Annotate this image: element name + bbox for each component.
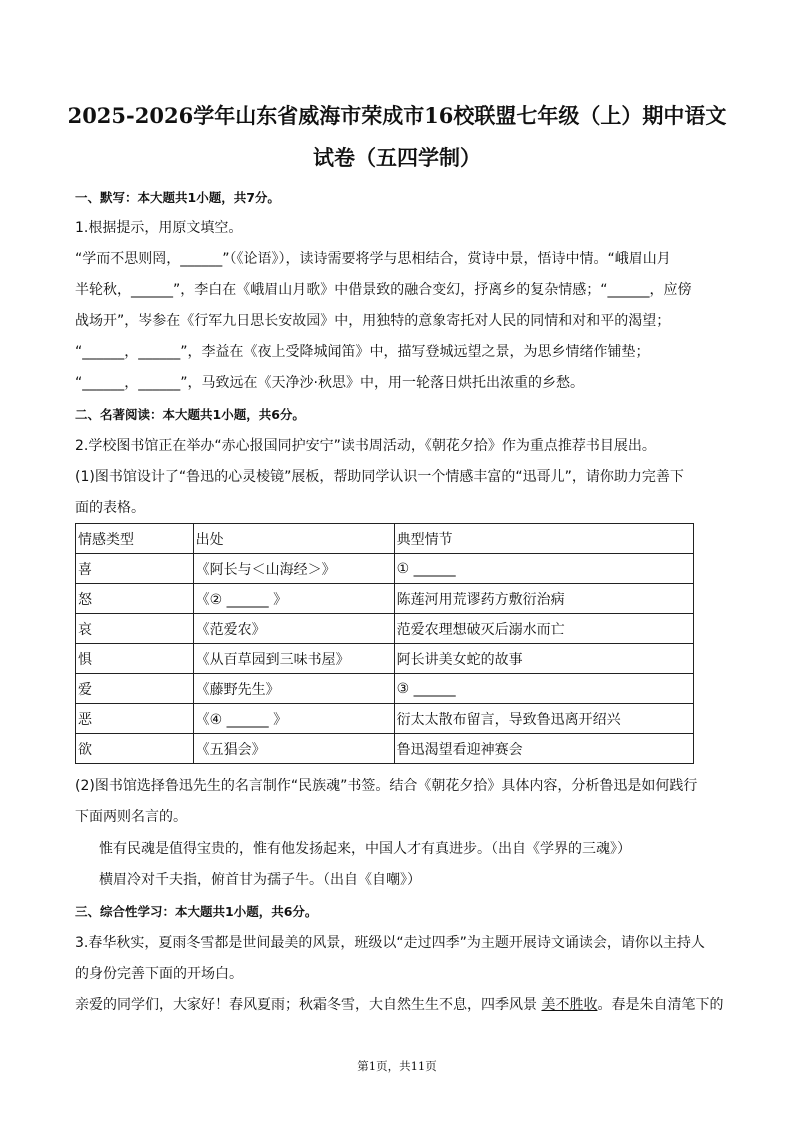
table-cell: 《从百草园到三味书屋》 (193, 644, 394, 674)
table-cell: 鲁迅渴望看迎神赛会 (394, 734, 693, 764)
quote-2: 横眉冷对千夫指，俯首甘为孺子牛。（出自《自嘲》） (99, 872, 421, 888)
table-cell: 惧 (76, 644, 194, 674)
table-cell: 衍太太散布留言，导致鲁迅离开绍兴 (394, 704, 693, 734)
quote-1: 惟有民魂是值得宝贵的，惟有他发扬起来，中国人才有真进步。（出自《学界的三魂》） (99, 841, 631, 857)
question-1-line: “学而不思则罔，______”（《论语》），读诗需要将学与思相结合，赏诗中景，悟诗中情。“峨眉山月 (75, 251, 671, 267)
question-1-stem: 1.根据提示，用原文填空。 (75, 220, 243, 236)
table-cell: 喜 (76, 554, 194, 584)
question-1-line: 半轮秋，______”，李白在《峨眉山月歌》中借景致的融合变幻，抒离乡的复杂情感；“______，应傍 (75, 282, 692, 298)
table-row (76, 704, 694, 734)
underlined-phrase: 美不胜收 (541, 997, 598, 1013)
table-header-row (76, 524, 694, 554)
table-row (76, 614, 694, 644)
page-footer: 第1页，共11页 (357, 1059, 437, 1073)
exam-title-line2: 试卷（五四学制） (313, 145, 481, 170)
question-2-sub2: 下面两则名言的。 (75, 809, 187, 825)
table-cell: ③ ______ (394, 674, 693, 704)
question-3-stem: 3.春华秋实，夏雨冬雪都是世间最美的风景，班级以“走过四季”为主题开展诗文诵读会，请你以主持人 (75, 935, 705, 951)
table-cell: 哀 (76, 614, 194, 644)
table-row (76, 644, 694, 674)
question-1-line: “______，______”，马致远在《天净沙·秋思》中，用一轮落日烘托出浓重的乡愁。 (75, 375, 584, 391)
table-cell: 《范爱农》 (193, 614, 394, 644)
section-heading-2: 二、名著阅读：本大题共1小题，共6分。 (75, 407, 305, 422)
table-header: 出处 (193, 524, 394, 554)
opening-text-a: 亲爱的同学们，大家好！春风夏雨；秋霜冬雪，大自然生生不息，四季风景 (75, 997, 537, 1013)
table-cell: 《② ______ 》 (193, 584, 394, 614)
opening-line (75, 994, 725, 1014)
question-2-sub1: 面的表格。 (75, 500, 145, 516)
table-row (76, 554, 694, 584)
table-cell: 《藤野先生》 (193, 674, 394, 704)
table-row (76, 734, 694, 764)
table-cell: ① ______ (394, 554, 693, 584)
section-heading-1: 一、默写：本大题共1小题，共7分。 (75, 190, 280, 205)
table-cell: 陈莲河用荒谬药方敷衍治病 (394, 584, 693, 614)
table-cell: 爱 (76, 674, 194, 704)
table-cell: 阿长讲美女蛇的故事 (394, 644, 693, 674)
table-cell: 怒 (76, 584, 194, 614)
question-2-stem: 2.学校图书馆正在举办“赤心报国同护安宁”读书周活动，《朝花夕拾》作为重点推荐书目展出。 (75, 438, 656, 454)
question-2-sub1: (1)图书馆设计了“鲁迅的心灵棱镜”展板，帮助同学认识一个情感丰富的“迅哥儿”，请你助力完善下 (75, 469, 684, 485)
table-cell: 《④ ______ 》 (193, 704, 394, 734)
table-row (76, 584, 694, 614)
table-header: 典型情节 (394, 524, 693, 554)
question-2-sub2: (2)图书馆选择鲁迅先生的名言制作“民族魂”书签。结合《朝花夕拾》具体内容，分析鲁迅是如何践行 (75, 778, 698, 794)
opening-text-b: 。春是朱自清笔下的 (597, 997, 724, 1013)
table-cell: 恶 (76, 704, 194, 734)
question-1-line: 战场开”，岑参在《行军九日思长安故园》中，用独特的意象寄托对人民的同情和对和平的渴望； (75, 313, 671, 329)
question-3-stem: 的身份完善下面的开场白。 (75, 966, 243, 982)
table-cell: 范爱农理想破灭后溺水而亡 (394, 614, 693, 644)
section-heading-3: 三、综合性学习：本大题共1小题，共6分。 (75, 904, 318, 919)
table-header: 情感类型 (76, 524, 194, 554)
table-row (76, 674, 694, 704)
table-cell: 《阿长与＜山海经＞》 (193, 554, 394, 584)
table-cell: 《五猖会》 (193, 734, 394, 764)
exam-title-line1: 2025-2026学年山东省威海市荣成市16校联盟七年级（上）期中语文 (67, 103, 727, 128)
emotion-table (75, 523, 694, 764)
table-cell: 欲 (76, 734, 194, 764)
question-1-line: “______，______”，李益在《夜上受降城闻笛》中，描写登城远望之景，为思乡情绪作铺垫； (75, 344, 650, 360)
